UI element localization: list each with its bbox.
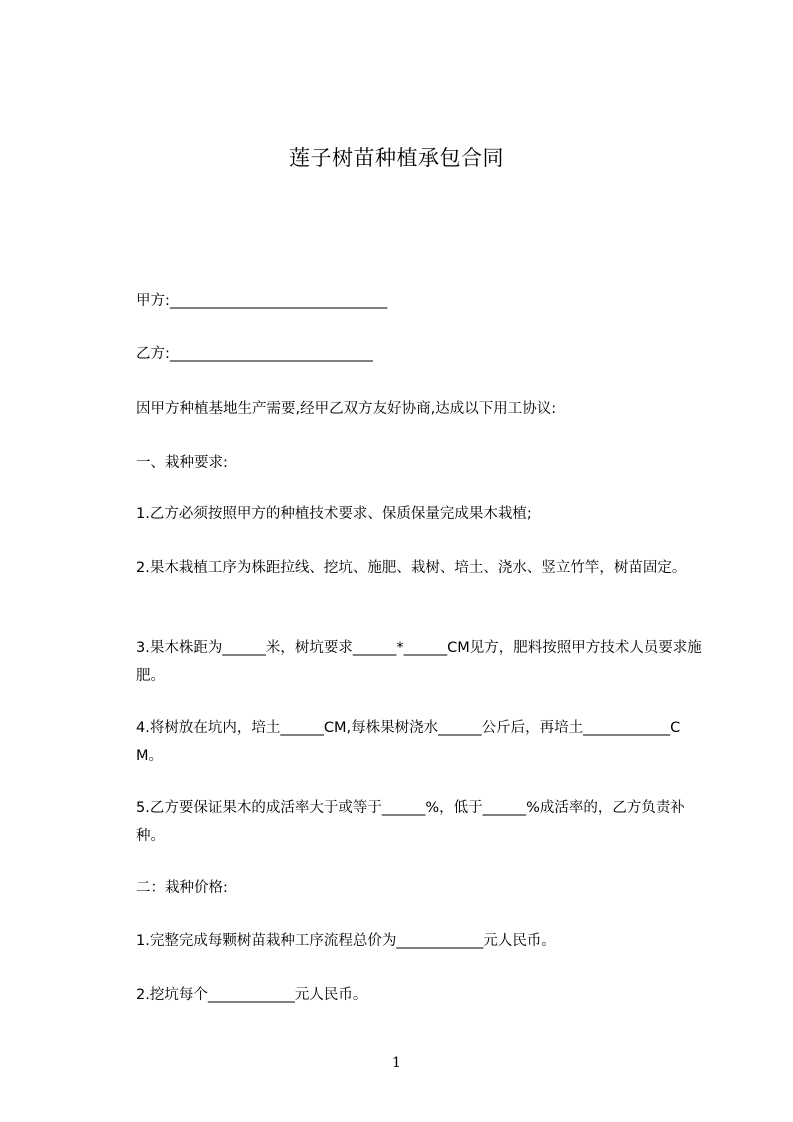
section-heading-2: 二：栽种价格: — [136, 880, 228, 896]
clause-1-4: 4.将树放在坑内，培土______CM,每株果树浇水______公斤后，再培土____________CM。 — [136, 720, 681, 764]
preamble: 因甲方种植基地生产需要,经甲乙双方友好协商,达成以下用工协议: — [136, 401, 557, 417]
page-number: 1 — [392, 1055, 401, 1071]
clause-1-2: 2.果木栽植工序为株距拉线、挖坑、施肥、栽树、培土、浇水、竖立竹竿，树苗固定。 — [136, 560, 687, 576]
clause-1-5: 5.乙方要保证果木的成活率大于或等于______%，低于______%成活率的，乙方负责补种。 — [136, 800, 685, 844]
section-heading-1: 一、栽种要求: — [136, 455, 228, 471]
party-a-line: 甲方:______________________________ — [136, 293, 388, 309]
clause-2-2: 2.挖坑每个____________元人民币。 — [136, 987, 368, 1003]
clause-2-1: 1.完整完成每颗树苗栽种工序流程总价为____________元人民币。 — [136, 933, 556, 949]
party-b-line: 乙方:____________________________ — [136, 346, 373, 362]
document-title: 莲子树苗种植承包合同 — [289, 146, 504, 170]
clause-1-3: 3.果木株距为______米，树坑要求______*______CM见方，肥料按照甲方技术人员要求施肥。 — [136, 640, 702, 684]
clause-1-1: 1.乙方必须按照甲方的种植技术要求、保质保量完成果木栽植; — [136, 506, 532, 522]
